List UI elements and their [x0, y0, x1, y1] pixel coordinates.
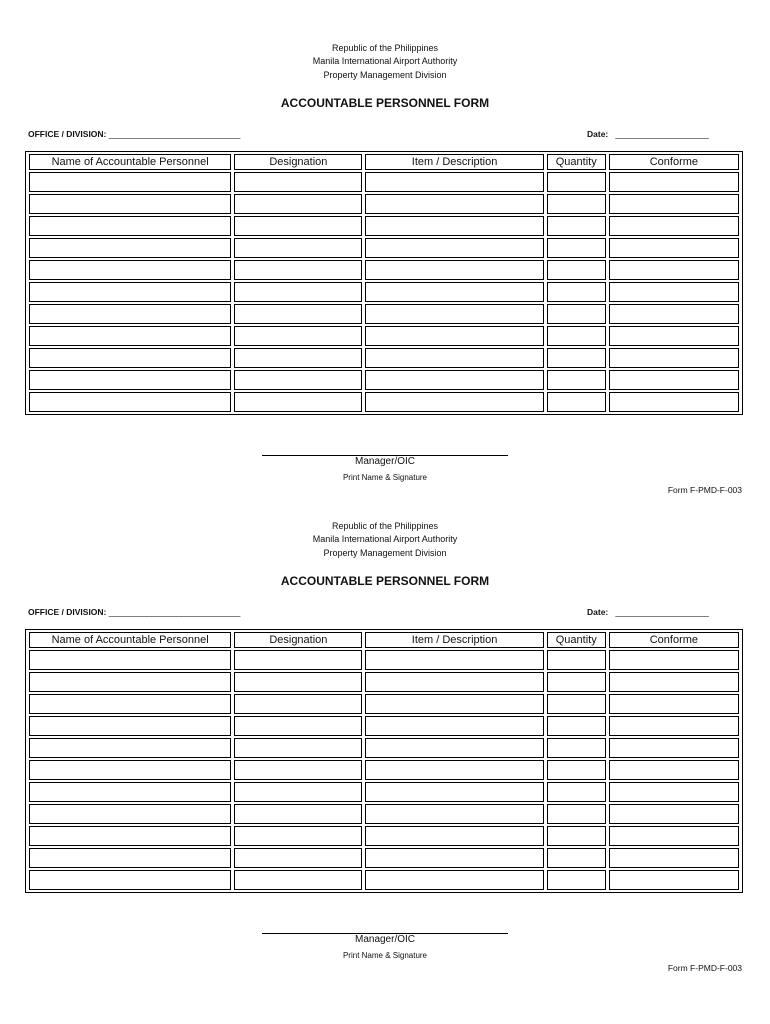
cell-conforme[interactable] — [609, 716, 739, 736]
cell-quantity[interactable] — [547, 716, 606, 736]
header-republic: Republic of the Philippines — [331, 43, 439, 53]
table-row — [29, 260, 739, 280]
table-row — [29, 326, 739, 346]
cell-conforme[interactable] — [609, 392, 739, 412]
cell-quantity[interactable] — [547, 694, 606, 714]
date-blank: ______________________ — [615, 129, 709, 139]
cell-designation[interactable] — [234, 326, 362, 346]
cell-name[interactable] — [29, 804, 231, 824]
cell-item[interactable] — [365, 760, 543, 780]
col-header-designation: Designation — [234, 632, 362, 648]
personnel-table — [25, 151, 743, 415]
cell-item[interactable] — [365, 826, 543, 846]
cell-conforme[interactable] — [609, 782, 739, 802]
cell-designation[interactable] — [234, 716, 362, 736]
cell-name[interactable] — [29, 848, 231, 868]
cell-item[interactable] — [365, 304, 543, 324]
form-title: ACCOUNTABLE PERSONNEL FORM — [280, 574, 490, 588]
date-field[interactable] — [587, 607, 708, 617]
office-division-field[interactable] — [28, 129, 240, 139]
cell-conforme[interactable] — [609, 848, 739, 868]
cell-designation[interactable] — [234, 826, 362, 846]
cell-quantity[interactable] — [547, 826, 606, 846]
col-header-item: Item / Description — [365, 632, 543, 648]
table-row — [29, 694, 739, 714]
table-row — [29, 870, 739, 890]
table-header-row — [29, 154, 739, 170]
office-division-label: OFFICE / DIVISION: — [28, 607, 107, 617]
signature-title: Manager/OIC — [354, 456, 416, 467]
header-republic: Republic of the Philippines — [331, 521, 439, 531]
col-header-conforme: Conforme — [609, 154, 739, 170]
cell-item[interactable] — [365, 260, 543, 280]
header-authority: Manila International Airport Authority — [312, 534, 458, 544]
table-row — [29, 216, 739, 236]
header-authority: Manila International Airport Authority — [312, 56, 458, 66]
cell-quantity[interactable] — [547, 348, 606, 368]
cell-name[interactable] — [29, 194, 231, 214]
col-header-name: Name of Accountable Personnel — [29, 632, 231, 648]
cell-quantity[interactable] — [547, 392, 606, 412]
cell-name[interactable] — [29, 650, 231, 670]
form-title: ACCOUNTABLE PERSONNEL FORM — [280, 96, 490, 110]
signature-title: Manager/OIC — [354, 934, 416, 945]
table-row — [29, 238, 739, 258]
table-row — [29, 172, 739, 192]
cell-name[interactable] — [29, 870, 231, 890]
office-division-blank: _______________________________ — [108, 129, 240, 139]
date-label: Date: — [587, 129, 609, 139]
cell-conforme[interactable] — [609, 326, 739, 346]
cell-name[interactable] — [29, 172, 231, 192]
cell-designation[interactable] — [234, 194, 362, 214]
cell-designation[interactable] — [234, 694, 362, 714]
cell-quantity[interactable] — [547, 260, 606, 280]
cell-designation[interactable] — [234, 650, 362, 670]
table-row — [29, 304, 739, 324]
cell-name[interactable] — [29, 370, 231, 390]
cell-name[interactable] — [29, 238, 231, 258]
cell-conforme[interactable] — [609, 370, 739, 390]
col-header-designation: Designation — [234, 154, 362, 170]
cell-conforme[interactable] — [609, 194, 739, 214]
cell-quantity[interactable] — [547, 216, 606, 236]
cell-name[interactable] — [29, 672, 231, 692]
cell-designation[interactable] — [234, 782, 362, 802]
cell-item[interactable] — [365, 282, 543, 302]
col-header-name: Name of Accountable Personnel — [29, 154, 231, 170]
table-row — [29, 650, 739, 670]
cell-designation[interactable] — [234, 282, 362, 302]
office-division-label: OFFICE / DIVISION: — [28, 129, 107, 139]
cell-item[interactable] — [365, 370, 543, 390]
cell-conforme[interactable] — [609, 304, 739, 324]
table-row — [29, 194, 739, 214]
cell-quantity[interactable] — [547, 870, 606, 890]
cell-conforme[interactable] — [609, 672, 739, 692]
personnel-table — [25, 629, 743, 893]
cell-item[interactable] — [365, 216, 543, 236]
cell-name[interactable] — [29, 782, 231, 802]
cell-name[interactable] — [29, 282, 231, 302]
table-row — [29, 370, 739, 390]
cell-quantity[interactable] — [547, 282, 606, 302]
form-copy-top — [0, 36, 770, 514]
cell-quantity[interactable] — [547, 194, 606, 214]
office-division-field[interactable] — [28, 607, 240, 617]
cell-item[interactable] — [365, 738, 543, 758]
cell-item[interactable] — [365, 672, 543, 692]
cell-quantity[interactable] — [547, 782, 606, 802]
cell-name[interactable] — [29, 826, 231, 846]
col-header-quantity: Quantity — [547, 154, 606, 170]
cell-conforme[interactable] — [609, 760, 739, 780]
cell-conforme[interactable] — [609, 238, 739, 258]
cell-designation[interactable] — [234, 672, 362, 692]
cell-designation[interactable] — [234, 370, 362, 390]
cell-designation[interactable] — [234, 848, 362, 868]
table-row — [29, 392, 739, 412]
cell-item[interactable] — [365, 650, 543, 670]
date-label: Date: — [587, 607, 609, 617]
cell-conforme[interactable] — [609, 826, 739, 846]
cell-item[interactable] — [365, 804, 543, 824]
table-row — [29, 826, 739, 846]
cell-item[interactable] — [365, 348, 543, 368]
cell-quantity[interactable] — [547, 760, 606, 780]
cell-conforme[interactable] — [609, 282, 739, 302]
cell-designation[interactable] — [234, 172, 362, 192]
table-row — [29, 282, 739, 302]
cell-item[interactable] — [365, 694, 543, 714]
cell-quantity[interactable] — [547, 672, 606, 692]
cell-conforme[interactable] — [609, 348, 739, 368]
cell-item[interactable] — [365, 172, 543, 192]
cell-designation[interactable] — [234, 260, 362, 280]
col-header-quantity: Quantity — [547, 632, 606, 648]
cell-quantity[interactable] — [547, 304, 606, 324]
cell-name[interactable] — [29, 694, 231, 714]
cell-quantity[interactable] — [547, 326, 606, 346]
cell-designation[interactable] — [234, 392, 362, 412]
signature-subtitle: Print Name & Signature — [342, 951, 428, 960]
table-row — [29, 716, 739, 736]
cell-item[interactable] — [365, 848, 543, 868]
cell-item[interactable] — [365, 194, 543, 214]
cell-quantity[interactable] — [547, 650, 606, 670]
date-blank: ______________________ — [615, 607, 709, 617]
header-division: Property Management Division — [323, 548, 447, 558]
cell-designation[interactable] — [234, 870, 362, 890]
table-row — [29, 672, 739, 692]
cell-quantity[interactable] — [547, 848, 606, 868]
office-division-blank: _______________________________ — [108, 607, 240, 617]
cell-item[interactable] — [365, 870, 543, 890]
col-header-conforme: Conforme — [609, 632, 739, 648]
cell-designation[interactable] — [234, 738, 362, 758]
cell-name[interactable] — [29, 760, 231, 780]
table-row — [29, 782, 739, 802]
cell-conforme[interactable] — [609, 694, 739, 714]
cell-conforme[interactable] — [609, 260, 739, 280]
form-copy-bottom — [0, 514, 770, 992]
cell-conforme[interactable] — [609, 870, 739, 890]
table-header-row — [29, 632, 739, 648]
col-header-item: Item / Description — [365, 154, 543, 170]
cell-designation[interactable] — [234, 760, 362, 780]
cell-name[interactable] — [29, 260, 231, 280]
signature-subtitle: Print Name & Signature — [342, 473, 428, 482]
cell-name[interactable] — [29, 304, 231, 324]
cell-designation[interactable] — [234, 348, 362, 368]
cell-conforme[interactable] — [609, 216, 739, 236]
form-code: Form F-PMD-F-003 — [667, 963, 742, 973]
cell-quantity[interactable] — [547, 238, 606, 258]
cell-designation[interactable] — [234, 216, 362, 236]
cell-designation[interactable] — [234, 304, 362, 324]
cell-item[interactable] — [365, 392, 543, 412]
cell-designation[interactable] — [234, 804, 362, 824]
table-row — [29, 804, 739, 824]
cell-designation[interactable] — [234, 238, 362, 258]
table-row — [29, 848, 739, 868]
cell-conforme[interactable] — [609, 738, 739, 758]
cell-quantity[interactable] — [547, 172, 606, 192]
cell-name[interactable] — [29, 738, 231, 758]
cell-item[interactable] — [365, 716, 543, 736]
form-code: Form F-PMD-F-003 — [667, 485, 742, 495]
cell-name[interactable] — [29, 392, 231, 412]
cell-conforme[interactable] — [609, 172, 739, 192]
cell-name[interactable] — [29, 348, 231, 368]
table-row — [29, 760, 739, 780]
cell-name[interactable] — [29, 716, 231, 736]
cell-quantity[interactable] — [547, 738, 606, 758]
cell-item[interactable] — [365, 326, 543, 346]
cell-name[interactable] — [29, 326, 231, 346]
cell-quantity[interactable] — [547, 370, 606, 390]
cell-item[interactable] — [365, 782, 543, 802]
cell-item[interactable] — [365, 238, 543, 258]
date-field[interactable] — [587, 129, 708, 139]
table-row — [29, 738, 739, 758]
cell-conforme[interactable] — [609, 650, 739, 670]
table-row — [29, 348, 739, 368]
cell-quantity[interactable] — [547, 804, 606, 824]
cell-conforme[interactable] — [609, 804, 739, 824]
cell-name[interactable] — [29, 216, 231, 236]
header-division: Property Management Division — [323, 70, 447, 80]
